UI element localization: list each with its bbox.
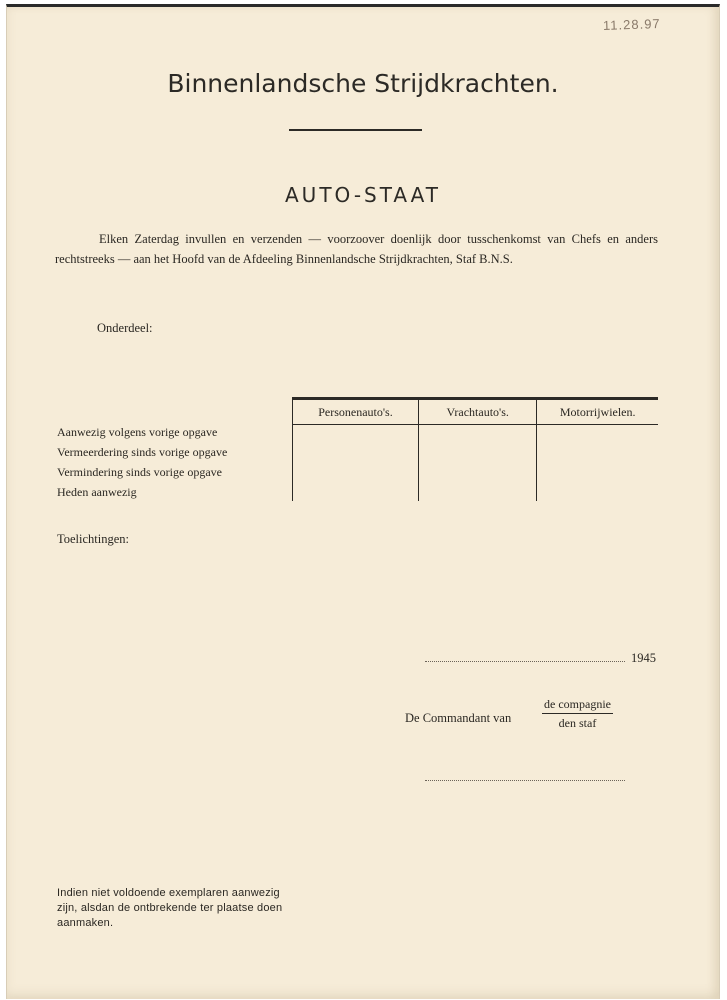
instruction-paragraph: Elken Zaterdag invullen en verzenden — voorzoover doenlijk door tusschenkomst van Chefs en anders rechtstreeks — aan het Hoofd van de Afdeeling Binnenlandsche Strijdkrachten, Staf B.N.S. — [55, 232, 658, 266]
row-label: Aanwezig volgens vorige opgave — [57, 425, 218, 439]
toelichtingen-label: Toelichtingen: — [57, 532, 130, 546]
unit-choice — [542, 697, 613, 731]
year-label: 1945 — [631, 651, 656, 665]
vehicle-table — [292, 397, 658, 501]
form-subtitle: AUTO-STAAT — [285, 183, 441, 207]
row-labels — [57, 422, 227, 502]
vrachtauto-cell[interactable] — [418, 425, 536, 502]
signature-line[interactable] — [425, 772, 625, 781]
motorrijwiel-cell[interactable] — [537, 425, 658, 502]
footer-line: aanmaken. — [57, 917, 114, 929]
title-divider — [289, 129, 422, 131]
handwritten-annotation: 11.28.97 — [602, 15, 661, 34]
footer-line: Indien niet voldoende exemplaren aanwezig — [57, 887, 280, 899]
column-header: Vrachtauto's. — [418, 399, 536, 425]
row-label: Vermindering sinds vorige opgave — [57, 465, 222, 479]
commander-label: De Commandant van — [405, 711, 512, 725]
date-line[interactable] — [425, 651, 625, 662]
row-label: Heden aanwezig — [57, 485, 137, 499]
unit-option-staf: den staf — [558, 716, 597, 730]
footer-line: zijn, alsdan de ontbrekende ter plaatse doen — [57, 902, 283, 914]
column-header: Personenauto's. — [293, 399, 419, 425]
footer-note — [57, 886, 282, 931]
page-title: Binnenlandsche Strijdkrachten. — [167, 69, 559, 98]
unit-option-compagnie: de compagnie — [542, 697, 613, 714]
form-sheet — [6, 4, 720, 999]
onderdeel-label: Onderdeel: — [97, 321, 153, 335]
column-header: Motorrijwielen. — [537, 399, 658, 425]
personenauto-cell[interactable] — [293, 425, 419, 502]
row-label: Vermeerdering sinds vorige opgave — [57, 445, 228, 459]
